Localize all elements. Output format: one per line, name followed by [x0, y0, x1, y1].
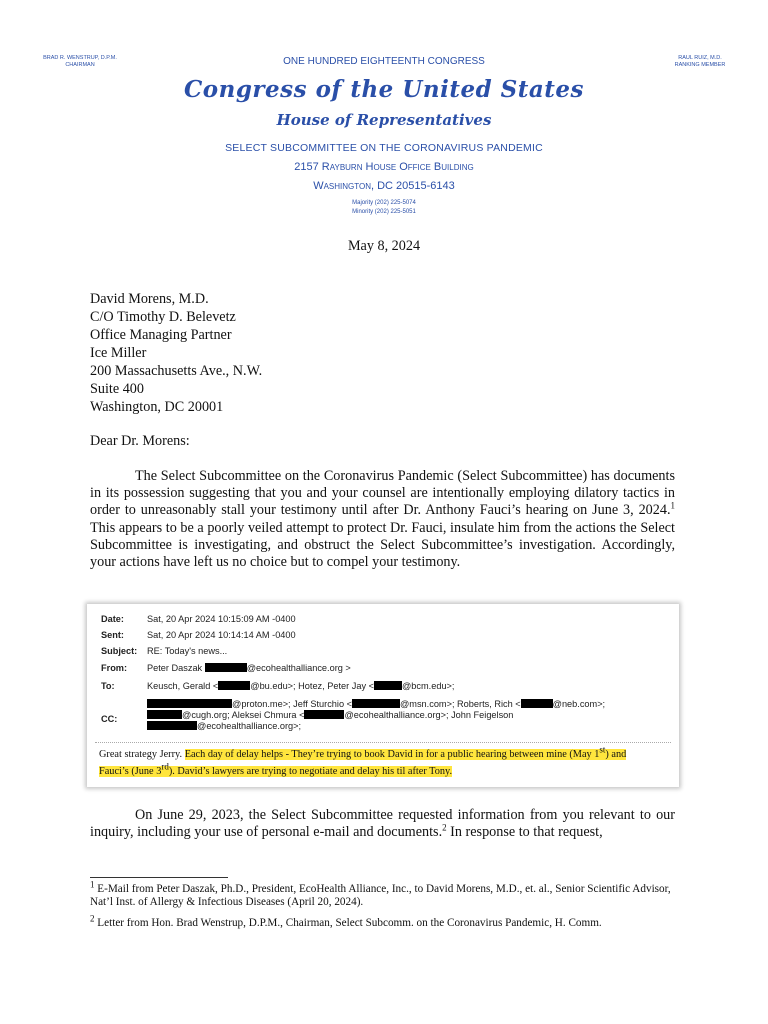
cc-text: @cugh.org; Aleksei Chmura < [182, 710, 305, 720]
redaction [147, 721, 197, 730]
minority-phone: Minority (202) 225-5051 [352, 209, 416, 215]
email-quote [99, 746, 659, 780]
footnote-ref: 2 [442, 822, 447, 833]
body-paragraph-1 [90, 468, 675, 571]
address-line: C/O Timothy D. Belevetz [90, 309, 236, 325]
ranking-member-title: RANKING MEMBER [674, 62, 726, 68]
highlighted-text [184, 744, 627, 760]
email-cc-line-3 [147, 721, 301, 731]
subcommittee-name: SELECT SUBCOMMITTEE ON THE CORONAVIRUS PANDEMIC [225, 142, 543, 154]
quote-text: ) and [605, 749, 627, 760]
footnote-text: E-Mail from Peter Daszak, Ph.D., President, EcoHealth Alliance, Inc., to David Morens, M.D., et. al., Senior Scientific Advisor, Nat’l Inst. of Allergy & Infectious Diseases (April 20, 2024). [90, 883, 671, 908]
email-cc-label: CC: [101, 714, 118, 724]
salutation: Dear Dr. Morens: [90, 433, 190, 449]
email-cc-line-1 [147, 699, 605, 709]
recipient-text: @bu.edu>; Hotez, Peter Jay < [250, 681, 374, 691]
cc-text: @msn.com>; Roberts, Rich < [399, 699, 521, 709]
email-from-label: From: [101, 663, 128, 673]
redaction [374, 681, 402, 690]
chairman-name: BRAD R. WENSTRUP, D.P.M. [43, 55, 117, 61]
redaction [205, 663, 247, 672]
address-line: Office Managing Partner [90, 327, 232, 343]
city-address: Washington, DC 20515-6143 [313, 180, 455, 192]
paragraph-text: On June 29, 2023, the Select Subcommittee requested information from you relevant to our inquiry, including your use of personal e-mail and documents. [90, 807, 675, 841]
footnote-1 [90, 879, 675, 909]
email-cc-line-2 [147, 710, 513, 720]
quote-text: Each day of delay helps - They’re trying to book David in for a public hearing between mine (May 1 [184, 749, 600, 760]
redaction [304, 710, 344, 719]
recipient-text: @bcm.edu>; [401, 681, 455, 691]
redaction [352, 699, 400, 708]
email-to-label: To: [101, 681, 115, 691]
sender-name: Peter Daszak [147, 663, 203, 673]
footnote-ref: 1 [670, 500, 675, 511]
letterhead-title: Congress of the United States [183, 76, 585, 103]
superscript: st [599, 744, 606, 755]
email-divider [95, 742, 671, 743]
redaction [521, 699, 553, 708]
redaction [218, 681, 250, 690]
address-line: Ice Miller [90, 345, 147, 361]
footnote-number: 2 [90, 913, 95, 924]
sender-domain: @ecohealthalliance.org > [246, 663, 351, 673]
letter-date: May 8, 2024 [347, 238, 421, 254]
footnote-number: 1 [90, 879, 95, 890]
email-subject: RE: Today's news... [147, 646, 228, 656]
address-line: Suite 400 [90, 381, 144, 397]
quote-text: Fauci’s (June 3 [99, 766, 162, 777]
email-sent-label: Sent: [101, 630, 124, 640]
paragraph-text: This appears to be a poorly veiled attempt to protect Dr. Fauci, insulate him from the actions the Select Subcommittee is investigating, and obstruct the Select Subcommittee’s investigation. Accordingly, your actions have left us no choice but to compel your testimony. [90, 519, 675, 571]
footnote-text: Letter from Hon. Brad Wenstrup, D.P.M., Chairman, Select Subcomm. on the Coronavirus Pandemic, H. Comm. [94, 917, 602, 929]
superscript: rd [161, 761, 169, 772]
redaction [147, 710, 182, 719]
paragraph-text: The Select Subcommittee on the Coronavirus Pandemic (Select Subcommittee) has documents in its possession suggesting that you and your counsel are intentionally employing dilatory tactics in order to unreasonably stall your testimony until after Dr. Anthony Fauci’s hearing on June 3, 2024. [90, 468, 675, 519]
quote-text: ). David’s lawyers are trying to negotiate and delay his til after Tony. [168, 766, 453, 777]
ranking-member-name: RAUL RUIZ, M.D. [678, 55, 722, 61]
quote-text: Great strategy Jerry. [99, 749, 185, 760]
address-line: 200 Massachusetts Ave., N.W. [90, 363, 263, 379]
body-paragraph-2 [90, 807, 675, 841]
house-title: House of Representatives [276, 111, 492, 129]
email-date: Sat, 20 Apr 2024 10:15:09 AM -0400 [147, 614, 296, 624]
footnote-2 [90, 913, 675, 930]
address-line: Washington, DC 20001 [90, 399, 224, 415]
cc-text: @proton.me>; Jeff Sturchio < [232, 699, 352, 709]
email-excerpt [87, 604, 679, 787]
email-date-label: Date: [101, 614, 124, 624]
highlighted-text [99, 761, 453, 777]
recipient-text: Keusch, Gerald < [147, 681, 219, 691]
email-sent: Sat, 20 Apr 2024 10:14:14 AM -0400 [147, 630, 296, 640]
email-subject-label: Subject: [101, 646, 138, 656]
footnote-rule [90, 877, 228, 878]
office-address: 2157 Rayburn House Office Building [294, 161, 474, 173]
email-from [147, 663, 351, 673]
majority-phone: Majority (202) 225-5074 [352, 200, 416, 206]
chairman-title: CHAIRMAN [65, 62, 95, 68]
email-to [147, 681, 454, 691]
cc-text: @ecohealthalliance.org>; John Feigelson [344, 710, 514, 720]
redaction [147, 699, 232, 708]
recipient-address [90, 290, 262, 416]
address-line: David Morens, M.D. [90, 291, 209, 307]
congress-number: ONE HUNDRED EIGHTEENTH CONGRESS [283, 56, 485, 67]
cc-text: @neb.com>; [552, 699, 606, 709]
cc-text: @ecohealthalliance.org>; [197, 721, 302, 731]
paragraph-text: In response to that request, [446, 824, 603, 841]
